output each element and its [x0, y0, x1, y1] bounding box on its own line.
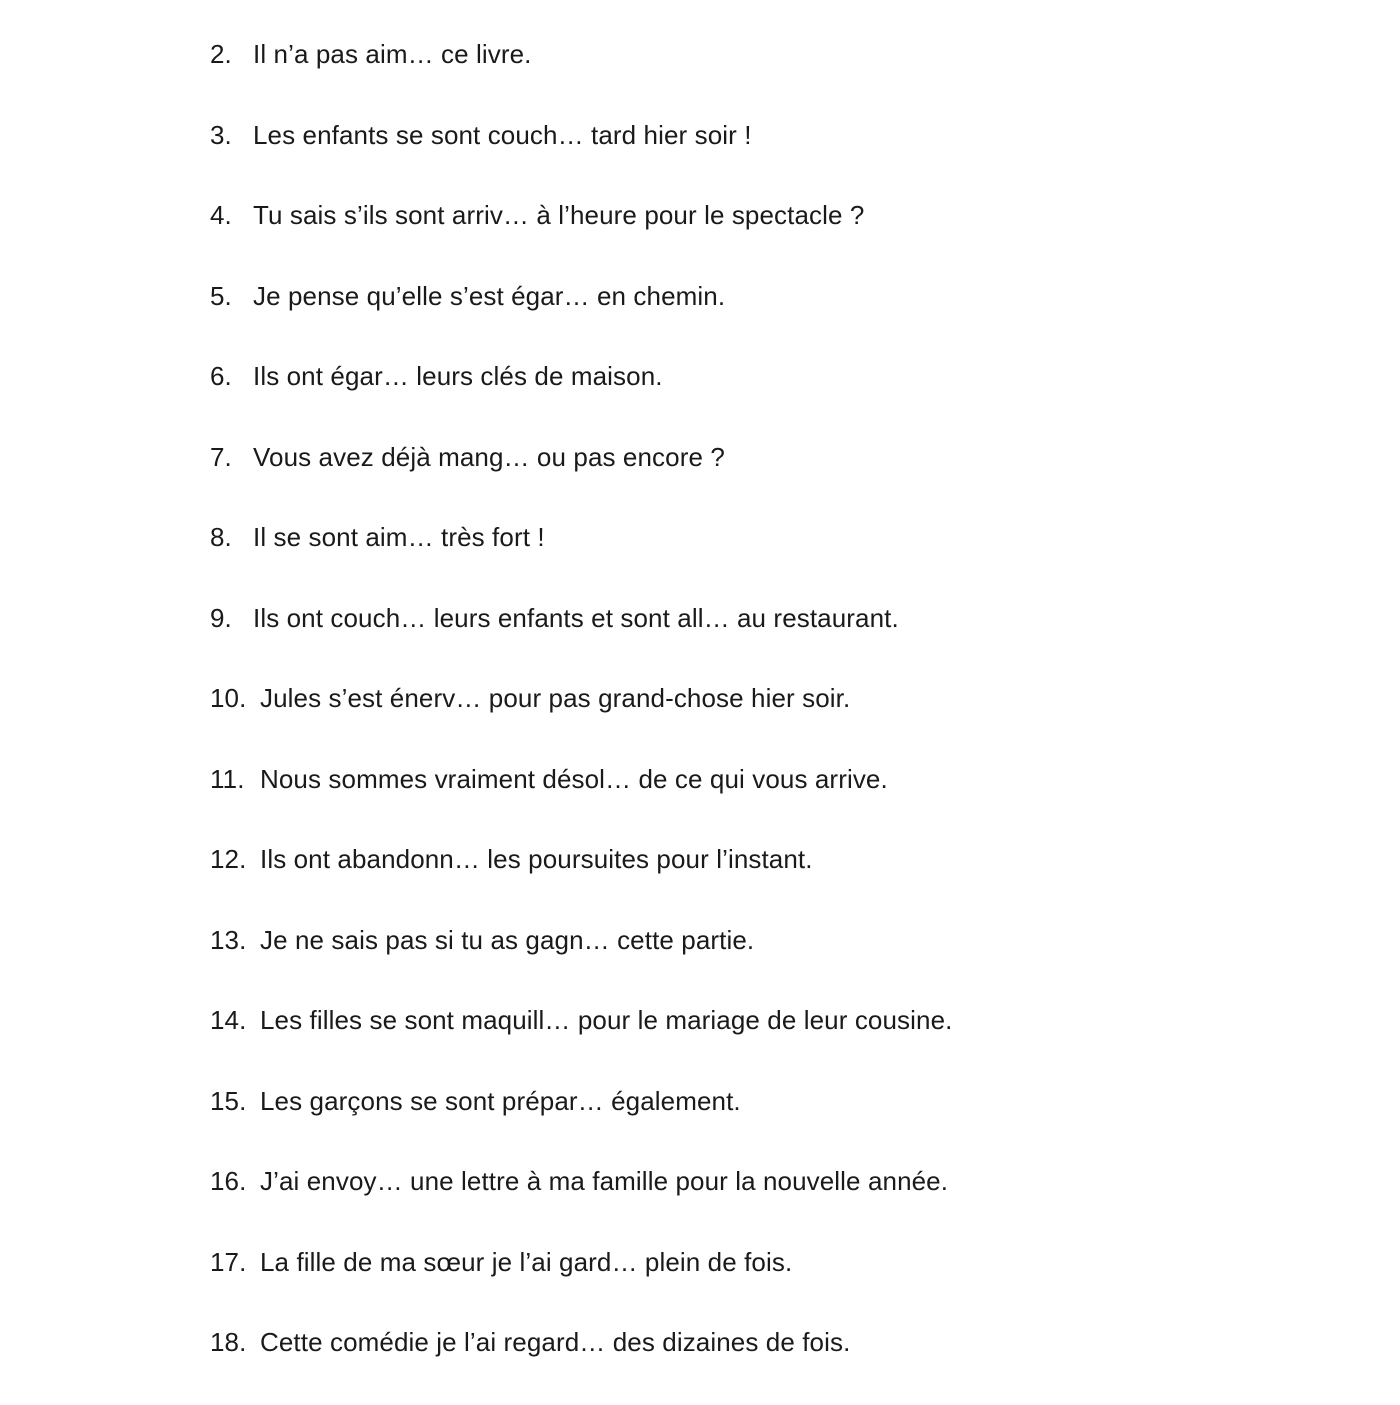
- item-sentence: Je pense qu’elle s’est égar… en chemin.: [253, 280, 726, 311]
- item-sentence: Ils ont égar… leurs clés de maison.: [253, 361, 663, 391]
- item-sentence: Il se sont aim… très fort !: [253, 522, 545, 552]
- item-number: 11.: [210, 763, 245, 794]
- item-sentence: Ils ont abandonn… les poursuites pour l’instant.: [260, 844, 813, 874]
- exercise-item: [210, 439, 1310, 520]
- item-number: 15.: [210, 1085, 247, 1116]
- item-number: 3.: [210, 119, 232, 150]
- item-number: 14.: [210, 1005, 247, 1035]
- item-number: 6.: [210, 361, 232, 391]
- exercise-item: [210, 1083, 1310, 1164]
- exercise-item: [210, 1244, 1310, 1325]
- exercise-item: [210, 519, 1310, 600]
- item-sentence: Tu sais s’ils sont arriv… à l’heure pour le spectacle ?: [253, 200, 865, 230]
- exercise-item: [210, 36, 1310, 117]
- item-number: 5.: [210, 280, 232, 311]
- exercise-list: [210, 36, 1310, 1405]
- item-number: 12.: [210, 844, 247, 874]
- item-number: 9.: [210, 602, 232, 633]
- item-sentence: Vous avez déjà mang… ou pas encore ?: [253, 441, 725, 472]
- item-number: 18.: [210, 1327, 247, 1357]
- exercise-item: [210, 1324, 1310, 1405]
- exercise-item: [210, 922, 1310, 1003]
- item-number: 13.: [210, 924, 247, 955]
- item-sentence: Les garçons se sont prépar… également.: [260, 1085, 741, 1116]
- item-sentence: J’ai envoy… une lettre à ma famille pour la nouvelle année.: [260, 1166, 949, 1196]
- item-sentence: Les filles se sont maquill… pour le mariage de leur cousine.: [260, 1005, 953, 1035]
- item-sentence: Ils ont couch… leurs enfants et sont all… au restaurant.: [253, 602, 899, 633]
- exercise-item: [210, 841, 1310, 922]
- item-number: 17.: [210, 1246, 247, 1277]
- exercise-item: [210, 278, 1310, 359]
- item-sentence: Nous sommes vraiment désol… de ce qui vous arrive.: [260, 763, 888, 794]
- exercise-item: [210, 1002, 1310, 1083]
- item-sentence: Il n’a pas aim… ce livre.: [253, 39, 532, 69]
- item-number: 7.: [210, 441, 232, 472]
- item-sentence: Je ne sais pas si tu as gagn… cette partie.: [260, 924, 755, 955]
- item-number: 4.: [210, 200, 232, 230]
- exercise-item: [210, 358, 1310, 439]
- exercise-item: [210, 761, 1310, 842]
- item-sentence: Cette comédie je l’ai regard… des dizaines de fois.: [260, 1327, 851, 1357]
- exercise-item: [210, 117, 1310, 198]
- exercise-item: [210, 600, 1310, 681]
- item-number: 8.: [210, 522, 232, 552]
- item-number: 10.: [210, 683, 247, 713]
- exercise-item: [210, 680, 1310, 761]
- item-sentence: La fille de ma sœur je l’ai gard… plein de fois.: [260, 1246, 793, 1277]
- item-number: 2.: [210, 39, 232, 69]
- item-sentence: Jules s’est énerv… pour pas grand-chose hier soir.: [260, 683, 851, 713]
- item-sentence: Les enfants se sont couch… tard hier soir !: [253, 119, 752, 150]
- item-number: 16.: [210, 1166, 247, 1196]
- exercise-item: [210, 1163, 1310, 1244]
- exercise-item: [210, 197, 1310, 278]
